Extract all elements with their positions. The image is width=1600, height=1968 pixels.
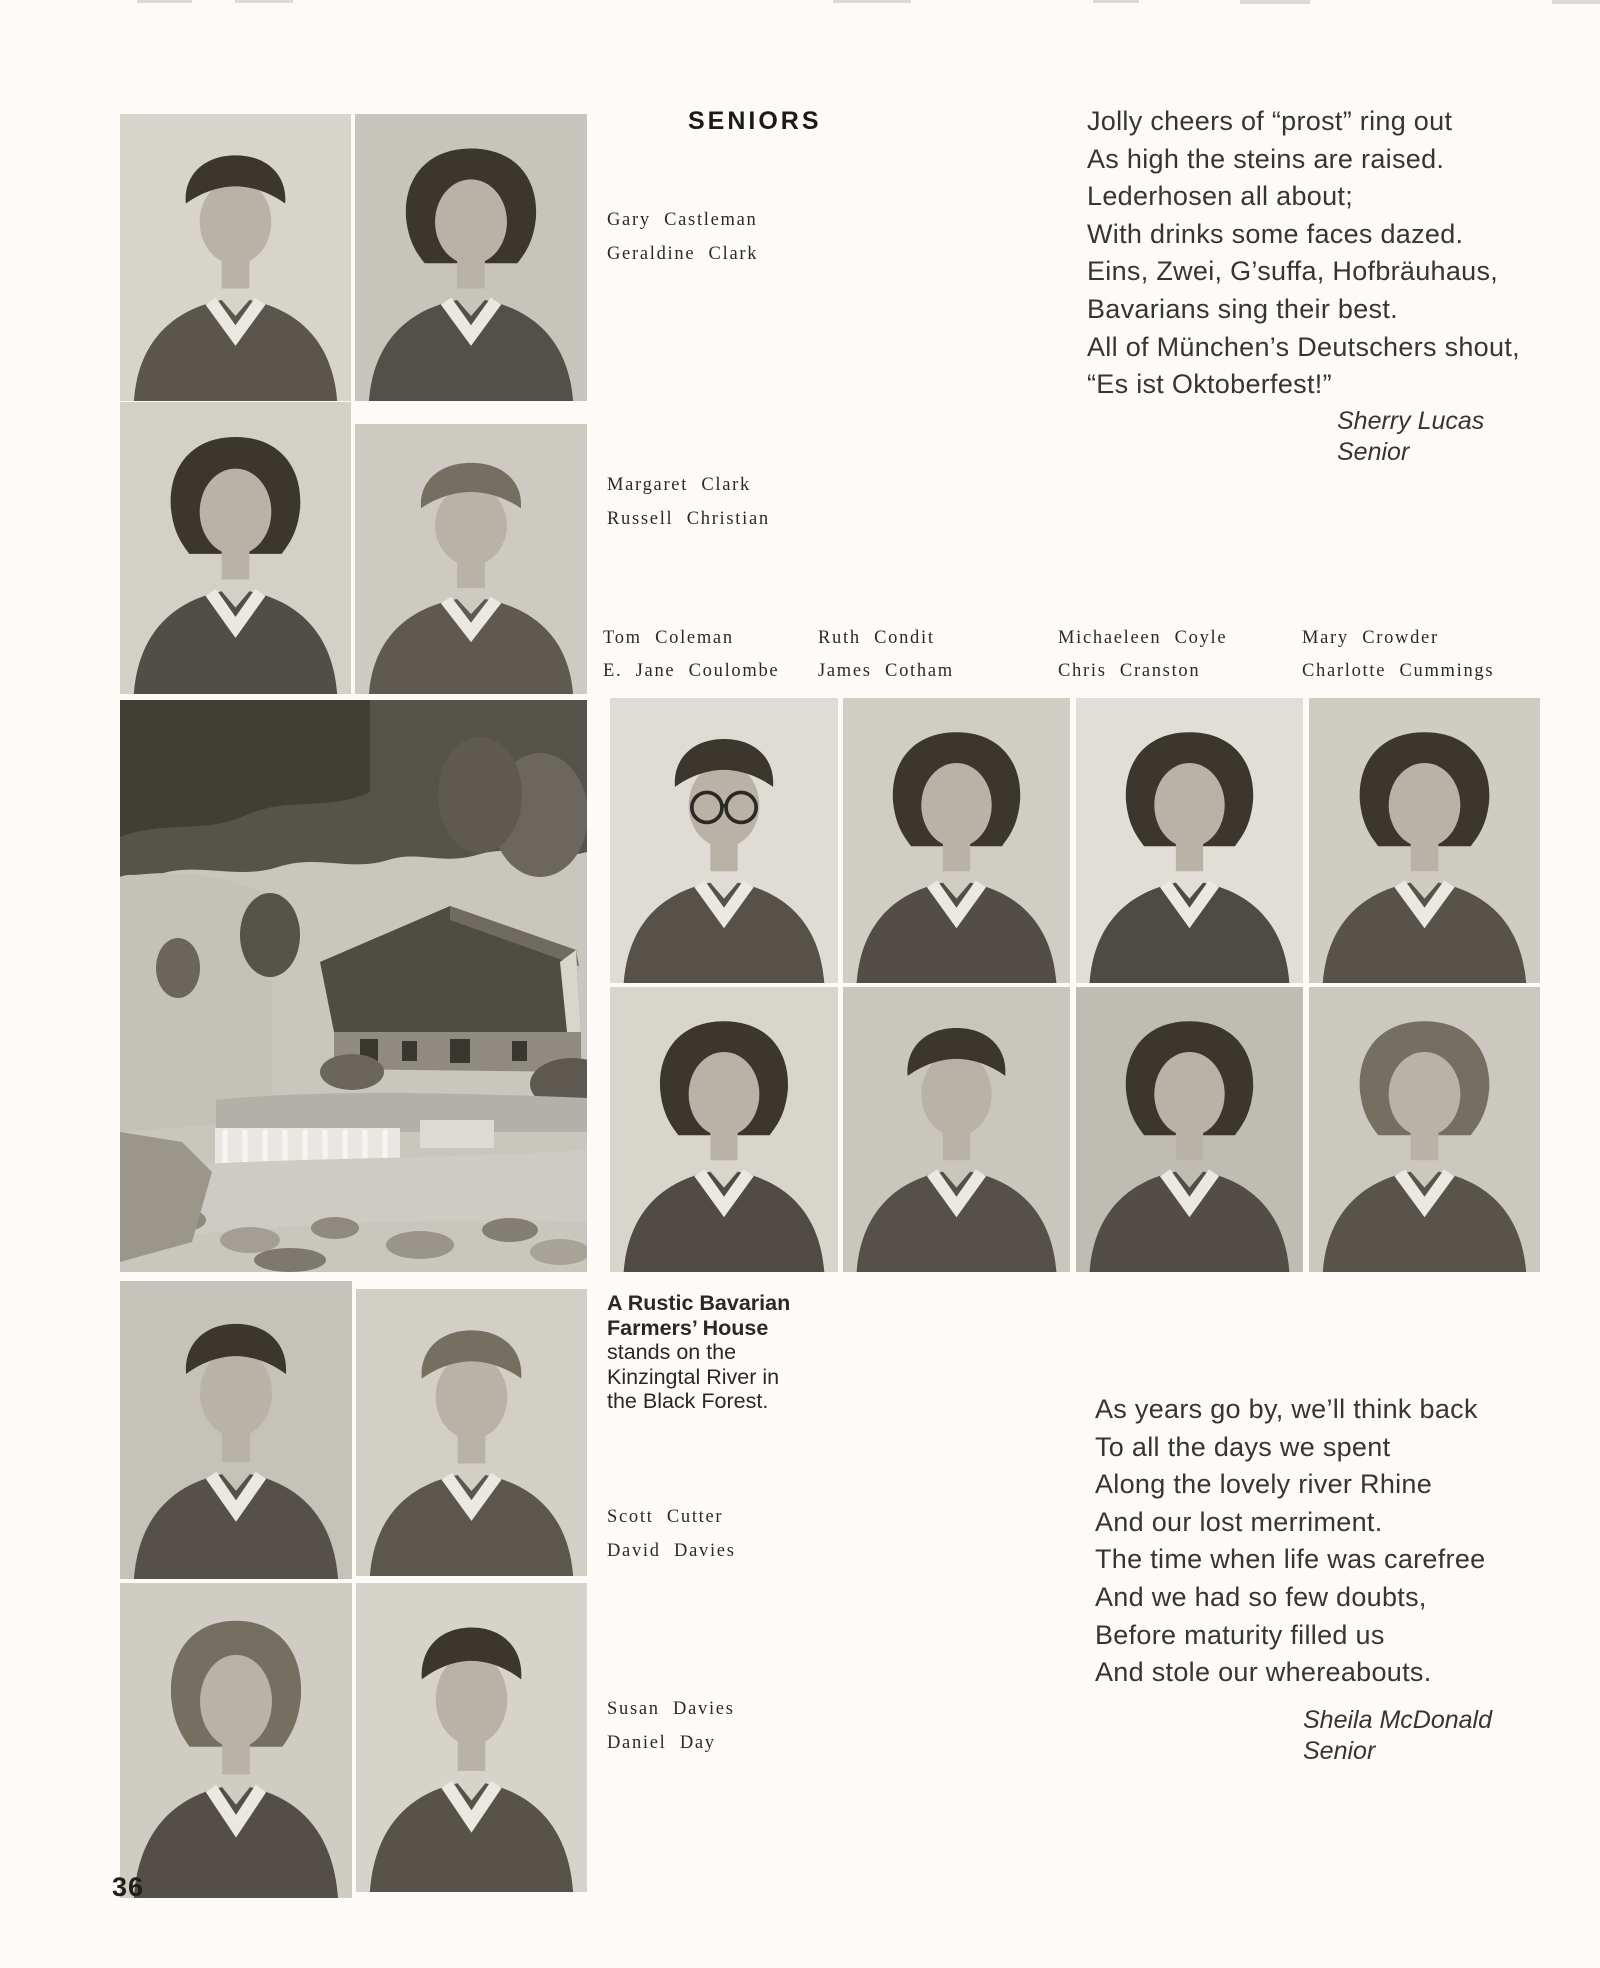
portrait-silhouette <box>1076 987 1303 1272</box>
poem-line: Before maturity filled us <box>1095 1619 1385 1650</box>
scan-artifact <box>137 0 192 3</box>
portrait-silhouette <box>355 114 587 401</box>
student-name: Tom Coleman <box>603 628 734 648</box>
poem-line: And we had so few doubts, <box>1095 1581 1427 1612</box>
landscape-photo-black-forest <box>120 700 587 1272</box>
poem-line: Eins, Zwei, G’suffa, Hofbräuhaus, <box>1087 256 1499 287</box>
portrait-top-row1-left <box>120 114 351 401</box>
poem-line: Bavarians sing their best. <box>1087 293 1398 324</box>
names-col-crowder <box>1302 622 1494 687</box>
poem-oktoberfest-attribution <box>1337 406 1484 468</box>
portrait-silhouette <box>610 698 838 983</box>
poem-line: Lederhosen all about; <box>1087 181 1354 212</box>
poem-line: And our lost merriment. <box>1095 1506 1383 1537</box>
student-name: Geraldine Clark <box>607 244 759 264</box>
portrait-silhouette <box>355 424 587 694</box>
page-title: SENIORS <box>688 107 822 135</box>
poem-rhine-attribution <box>1303 1705 1492 1767</box>
student-name: Susan Davies <box>607 1699 735 1719</box>
portrait-grid-r1c4 <box>1309 698 1540 983</box>
portrait-silhouette <box>356 1289 587 1576</box>
portrait-silhouette <box>1309 987 1540 1272</box>
poem-line: As high the steins are raised. <box>1087 143 1445 174</box>
portrait-silhouette <box>120 1281 352 1579</box>
student-name: Scott Cutter <box>607 1507 724 1527</box>
portrait-top-row1-right <box>355 114 587 401</box>
portrait-bottom-row2-left <box>120 1583 352 1898</box>
student-name: David Davies <box>607 1541 736 1561</box>
caption-line: stands on the <box>607 1340 737 1365</box>
page-number: 36 <box>112 1872 145 1902</box>
poem-rhine <box>1095 1391 1485 1692</box>
scan-artifact <box>1240 0 1310 4</box>
poem-line: To all the days we spent <box>1095 1431 1391 1462</box>
poem-oktoberfest <box>1087 103 1520 404</box>
poem-author-title: Senior <box>1337 438 1410 466</box>
student-name: Daniel Day <box>607 1733 716 1753</box>
portrait-top-row2-right <box>355 424 587 694</box>
student-name: Gary Castleman <box>607 210 758 230</box>
caption-line-bold: Farmers’ House <box>607 1315 769 1340</box>
portrait-silhouette <box>120 1583 352 1898</box>
poem-line: All of München’s Deutschers shout, <box>1087 331 1520 362</box>
portrait-silhouette <box>120 402 351 694</box>
caption-line-bold: A Rustic Bavarian <box>607 1291 791 1315</box>
portrait-grid-r1c1 <box>610 698 838 983</box>
poem-line: The time when life was carefree <box>1095 1544 1486 1575</box>
poem-author-title: Senior <box>1303 1737 1376 1765</box>
portrait-grid-r2c1 <box>610 987 838 1272</box>
student-name: Charlotte Cummings <box>1302 660 1495 681</box>
portrait-top-row2-left <box>120 402 351 694</box>
landscape-caption <box>607 1291 857 1414</box>
names-pair-clark-christian <box>607 468 770 536</box>
student-name: Mary Crowder <box>1302 628 1439 648</box>
portrait-silhouette <box>843 698 1070 983</box>
portrait-silhouette <box>120 114 351 401</box>
names-col-coleman <box>603 622 779 687</box>
portrait-silhouette <box>1309 698 1540 983</box>
portrait-grid-r2c3 <box>1076 987 1303 1272</box>
poem-line: Along the lovely river Rhine <box>1095 1469 1433 1500</box>
student-name: Margaret Clark <box>607 475 751 495</box>
scan-artifact <box>1552 0 1600 4</box>
poem-line: “Es ist Oktoberfest!” <box>1087 369 1332 400</box>
portrait-grid-r2c2 <box>843 987 1070 1272</box>
portrait-silhouette <box>843 987 1070 1272</box>
student-name: E. Jane Coulombe <box>603 660 780 681</box>
poem-author: Sheila McDonald <box>1303 1706 1492 1734</box>
portrait-silhouette <box>610 987 838 1272</box>
names-pair-cutter-davies <box>607 1500 736 1568</box>
names-pair-castleman-clark <box>607 203 758 271</box>
student-name: Michaeleen Coyle <box>1058 628 1228 648</box>
student-name: James Cotham <box>818 660 954 681</box>
scan-artifact <box>235 0 293 3</box>
portrait-grid-r2c4 <box>1309 987 1540 1272</box>
portrait-silhouette <box>356 1583 587 1892</box>
poem-author: Sherry Lucas <box>1337 407 1485 435</box>
scan-artifact <box>1093 0 1139 3</box>
poem-line: As years go by, we’ll think back <box>1095 1394 1478 1424</box>
scan-artifact <box>833 0 911 3</box>
caption-line: Kinzingtal River in <box>607 1364 780 1389</box>
poem-line: With drinks some faces dazed. <box>1087 218 1464 249</box>
caption-line: the Black Forest. <box>607 1389 769 1414</box>
portrait-silhouette <box>1076 698 1303 983</box>
poem-line: Jolly cheers of “prost” ring out <box>1087 106 1453 136</box>
portrait-bottom-row1-left <box>120 1281 352 1579</box>
names-col-coyle <box>1058 622 1227 687</box>
portrait-bottom-row1-right <box>356 1289 587 1576</box>
student-name: Chris Cranston <box>1058 660 1201 681</box>
names-col-condit <box>818 622 954 687</box>
portrait-bottom-row2-right <box>356 1583 587 1892</box>
student-name: Russell Christian <box>607 509 770 529</box>
portrait-grid-r1c3 <box>1076 698 1303 983</box>
poem-line: And stole our whereabouts. <box>1095 1657 1432 1688</box>
student-name: Ruth Condit <box>818 628 935 648</box>
landscape-illustration <box>120 700 587 1272</box>
names-pair-davies-day <box>607 1692 735 1760</box>
portrait-grid-r1c2 <box>843 698 1070 983</box>
